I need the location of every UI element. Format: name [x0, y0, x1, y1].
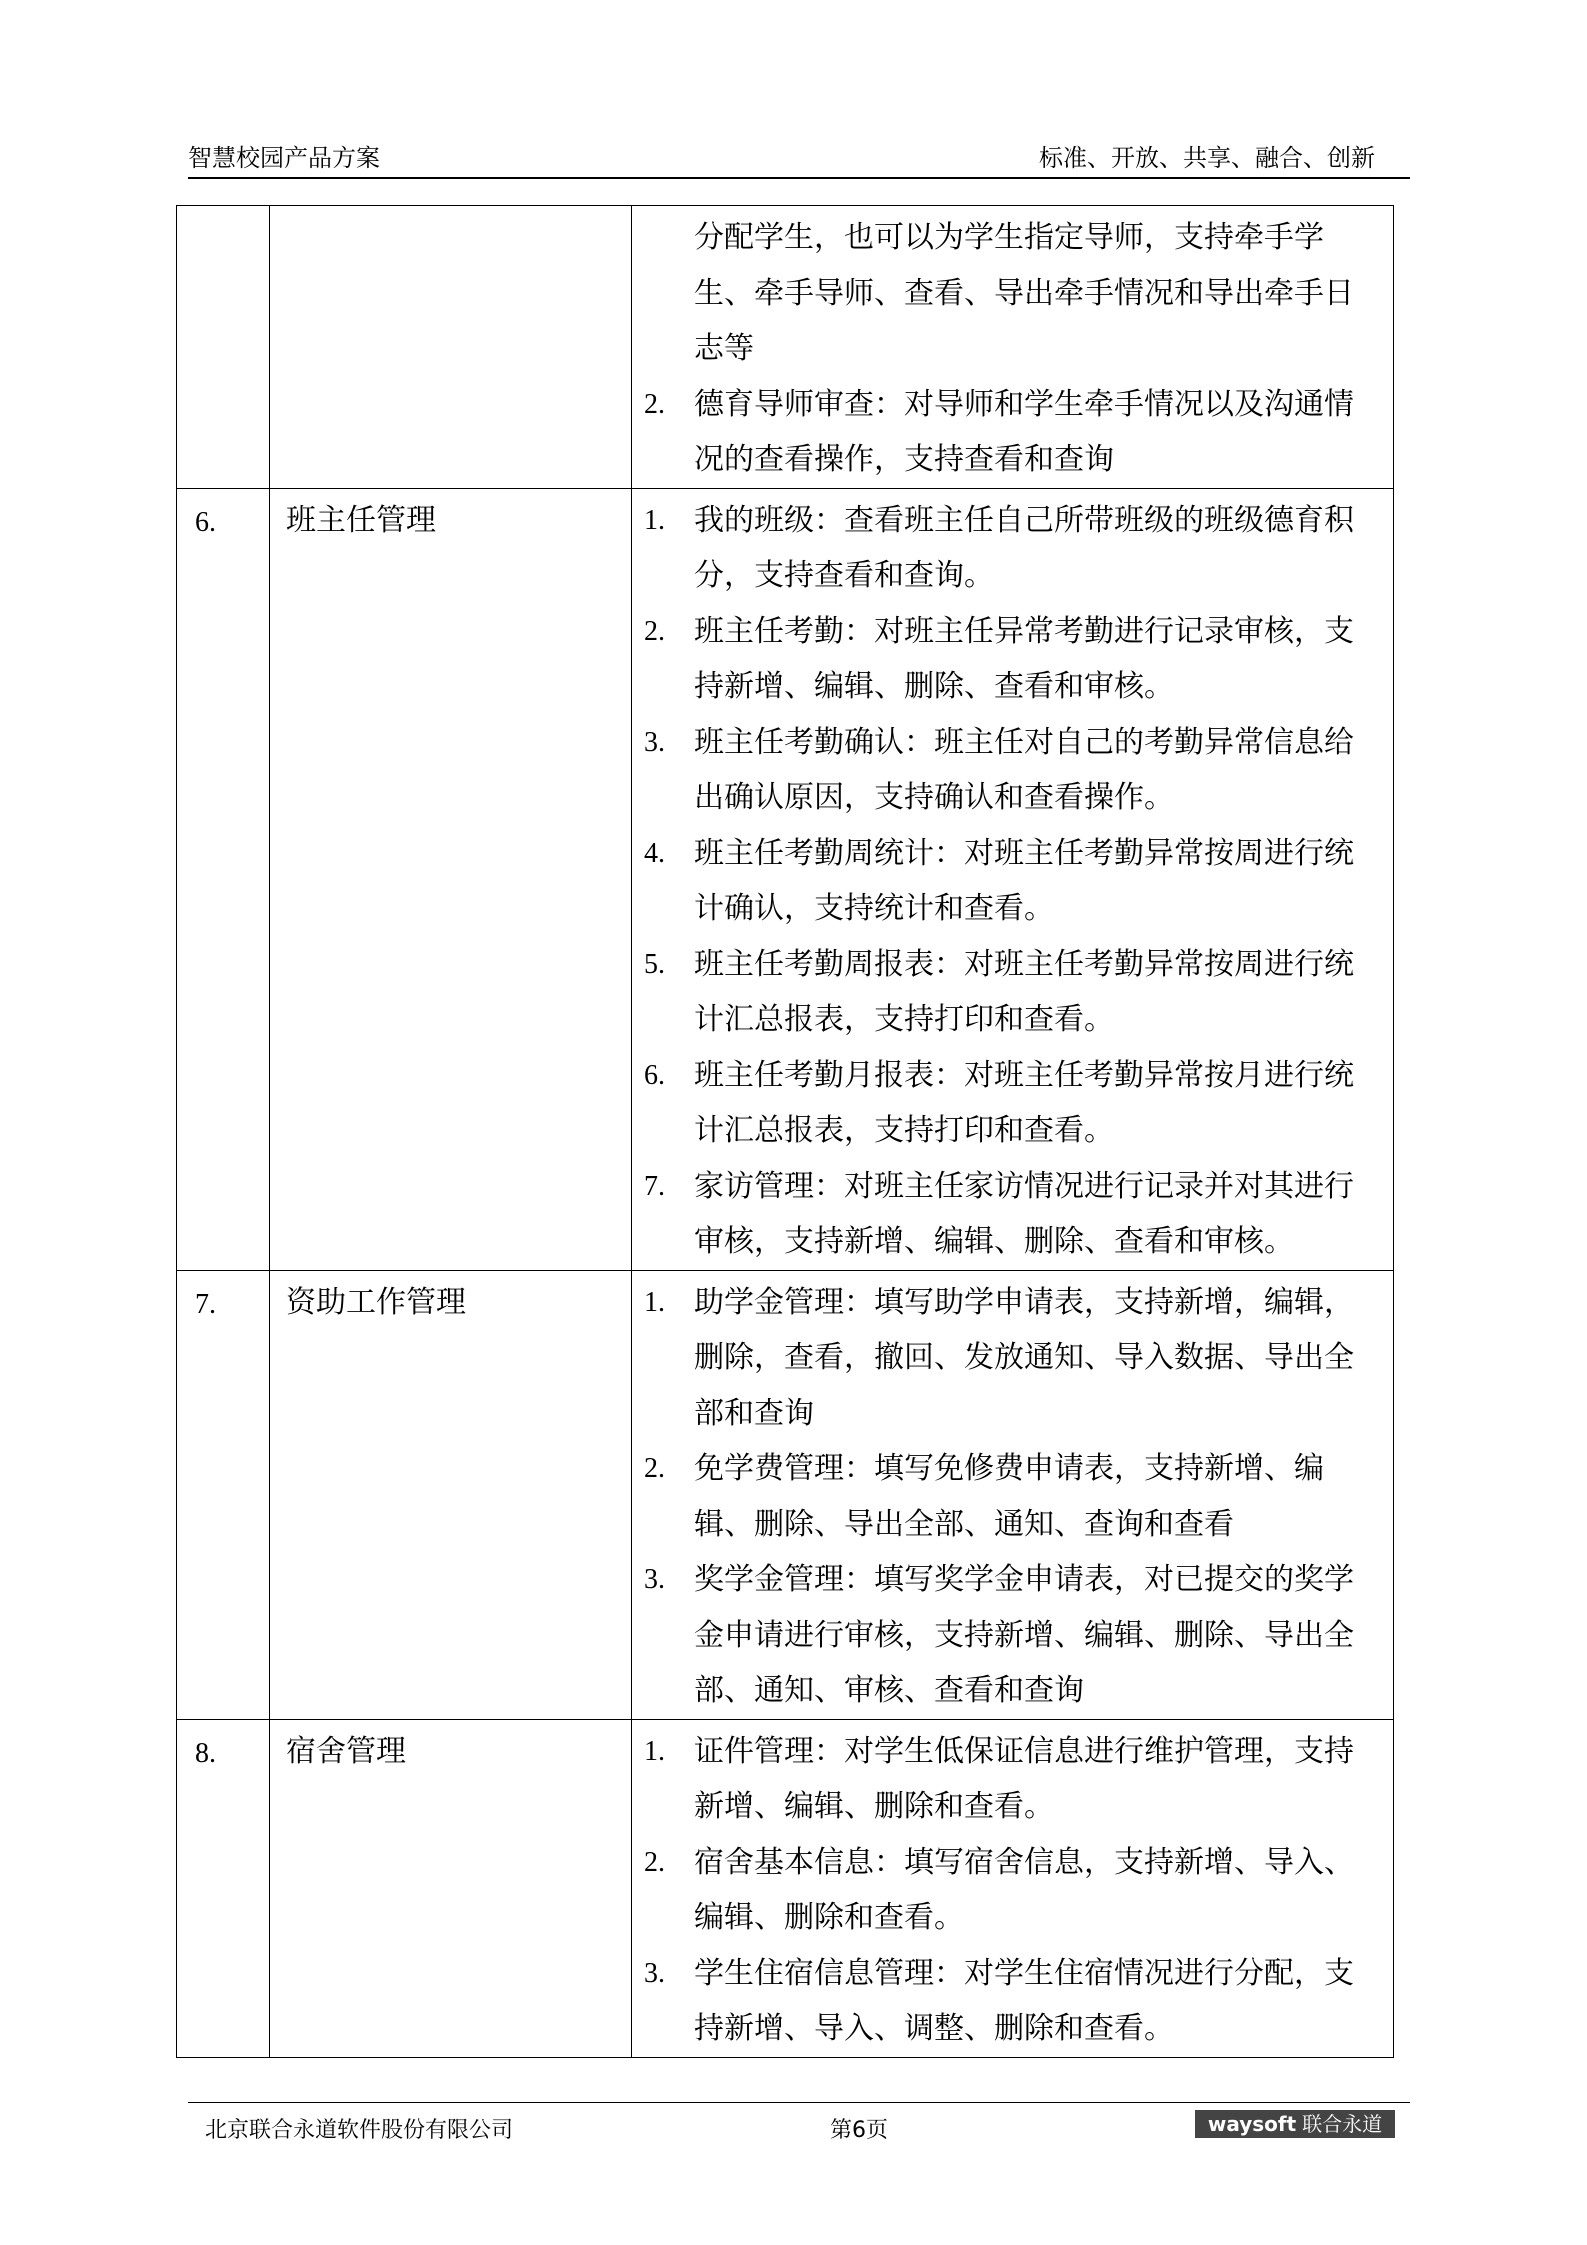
- module-features: [632, 488, 1394, 1270]
- feature-table: [176, 205, 1394, 2058]
- row-number: [177, 206, 270, 489]
- row-number: 7.: [177, 1270, 270, 1719]
- feature-item: [644, 826, 1379, 937]
- feature-item: [644, 715, 1379, 826]
- item-number: 3.: [644, 726, 665, 758]
- module-features: [632, 206, 1394, 489]
- module-features: [632, 1719, 1394, 2057]
- feature-item: [644, 210, 1379, 377]
- item-number: 3.: [644, 1957, 665, 1989]
- company-logo: waysoft 联合永道: [1195, 2110, 1395, 2138]
- item-number: 3.: [644, 1564, 665, 1595]
- feature-item: [644, 1724, 1379, 1835]
- feature-item: [644, 604, 1379, 715]
- item-text: 班主任考勤：对班主任异常考勤进行记录审核，支持新增、编辑、删除、查看和审核。: [694, 613, 1354, 704]
- feature-item: [644, 377, 1379, 488]
- item-text: 助学金管理：填写助学申请表，支持新增，编辑，删除，查看，撤回、发放通知、导入数据、导出全部和查询: [694, 1284, 1354, 1431]
- feature-item: [644, 937, 1379, 1048]
- item-text: 奖学金管理：填写奖学金申请表，对已提交的奖学金申请进行审核，支持新增、编辑、删除、导出全部、通知、审核、查看和查询: [694, 1562, 1354, 1708]
- footer-divider: [188, 2102, 1410, 2103]
- item-text: 德育导师审查：对导师和学生牵手情况以及沟通情况的查看操作，支持查看和查询: [694, 386, 1354, 477]
- feature-item: [644, 1441, 1379, 1552]
- header-title: 智慧校园产品方案: [188, 144, 380, 172]
- feature-item: [644, 493, 1379, 604]
- item-number: 6.: [644, 1059, 665, 1091]
- item-number: [644, 210, 694, 377]
- item-number: 7.: [644, 1170, 665, 1202]
- item-number: 1.: [644, 504, 665, 536]
- feature-item: [644, 1048, 1379, 1159]
- item-text: 家访管理：对班主任家访情况进行记录并对其进行审核，支持新增、编辑、删除、查看和审核。: [694, 1168, 1354, 1259]
- table-row: [177, 1719, 1394, 2057]
- feature-item: [644, 1946, 1379, 2057]
- feature-item: [644, 1552, 1379, 1719]
- module-name: [270, 206, 632, 489]
- item-number: 5.: [644, 948, 665, 980]
- table-row: [177, 206, 1394, 489]
- item-number: 2.: [644, 1453, 665, 1484]
- feature-item: [644, 1275, 1379, 1442]
- header-slogan: 标准、开放、共享、融合、创新: [1039, 144, 1375, 172]
- item-number: 2.: [644, 388, 665, 420]
- item-text: 免学费管理：填写免修费申请表，支持新增、编辑、删除、导出全部、通知、查询和查看: [694, 1451, 1324, 1542]
- item-text: 班主任考勤周报表：对班主任考勤异常按周进行统计汇总报表，支持打印和查看。: [694, 946, 1354, 1037]
- table-row: [177, 488, 1394, 1270]
- feature-item: [644, 1159, 1379, 1270]
- feature-item: [644, 1835, 1379, 1946]
- item-text: 宿舍基本信息：填写宿舍信息，支持新增、导入、编辑、删除和查看。: [694, 1844, 1354, 1935]
- module-name: 资助工作管理: [270, 1270, 632, 1719]
- module-name: 宿舍管理: [270, 1719, 632, 2057]
- item-text: 我的班级：查看班主任自己所带班级的班级德育积分，支持查看和查询。: [694, 502, 1354, 593]
- item-number: 2.: [644, 615, 665, 647]
- item-number: 1.: [644, 1735, 665, 1767]
- module-name: 班主任管理: [270, 488, 632, 1270]
- item-text: 班主任考勤周统计：对班主任考勤异常按周进行统计确认，支持统计和查看。: [694, 835, 1354, 926]
- row-number: 6.: [177, 488, 270, 1270]
- item-text: 班主任考勤确认：班主任对自己的考勤异常信息给出确认原因，支持确认和查看操作。: [694, 724, 1354, 815]
- module-features: [632, 1270, 1394, 1719]
- item-text: 班主任考勤月报表：对班主任考勤异常按月进行统计汇总报表，支持打印和查看。: [694, 1057, 1354, 1148]
- row-number: 8.: [177, 1719, 270, 2057]
- item-text: 证件管理：对学生低保证信息进行维护管理，支持新增、编辑、删除和查看。: [694, 1733, 1354, 1824]
- item-text: 学生住宿信息管理：对学生住宿情况进行分配，支持新增、导入、调整、删除和查看。: [694, 1955, 1354, 2046]
- header-divider: [188, 177, 1410, 179]
- table-row: [177, 1270, 1394, 1719]
- item-number: 2.: [644, 1846, 665, 1878]
- page-number: 第6页: [830, 2118, 888, 2143]
- item-text: 分配学生，也可以为学生指定导师，支持牵手学生、牵手导师、查看、导出牵手情况和导出牵手日志等: [694, 220, 1354, 366]
- footer-company: 北京联合永道软件股份有限公司: [205, 2118, 514, 2143]
- item-number: 1.: [644, 1286, 665, 1318]
- item-number: 4.: [644, 837, 665, 869]
